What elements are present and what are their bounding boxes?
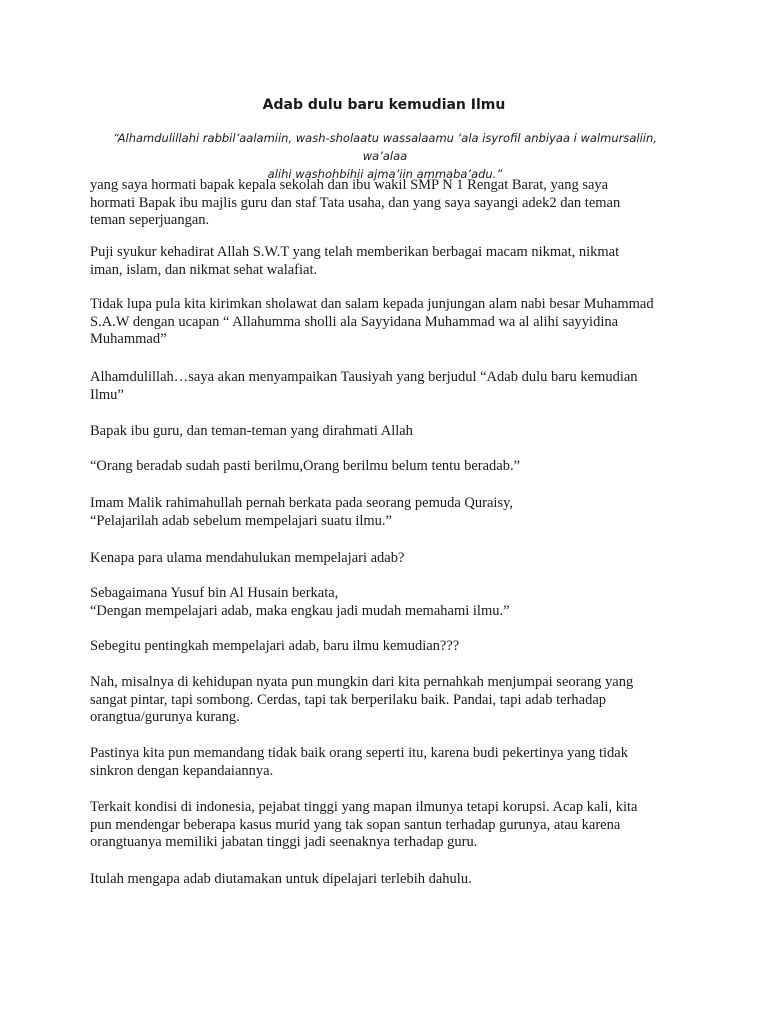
- paragraph-greeting: [90, 177, 680, 230]
- text-line: “Dengan mempelajari adab, maka engkau jadi mudah memahami ilmu.”: [90, 602, 510, 619]
- paragraph-importance: [90, 638, 680, 656]
- text-line: Bapak ibu guru, dan teman-teman yang dirahmati Allah: [90, 423, 413, 439]
- text-line: orangtua/gurunya kurang.: [90, 709, 240, 725]
- paragraph-quote: [90, 458, 680, 476]
- text-line: Puji syukur kehadirat Allah S.W.T yang telah memberikan berbagai macam nikmat, nikmat: [90, 244, 620, 260]
- text-line: Sebagaimana Yusuf bin Al Husain berkata,: [90, 585, 339, 601]
- document-title: Adab dulu baru kemudian Ilmu: [262, 97, 506, 113]
- paragraph-yusuf: [90, 585, 680, 620]
- paragraph-question: [90, 550, 680, 568]
- text-line: Tidak lupa pula kita kirimkan sholawat dan salam kepada junjungan alam nabi besar Muhammad: [90, 296, 654, 312]
- paragraph-perception: [90, 745, 680, 780]
- opening-salam: [95, 129, 675, 183]
- text-line: S.A.W dengan ucapan “ Allahumma sholli ala Sayyidana Muhammad wa al alihi sayyidina: [90, 313, 619, 330]
- paragraph-conclusion: [90, 871, 680, 889]
- salam-line: alihi washohbihii ajma’iin ammaba’adu.”: [267, 167, 503, 181]
- paragraph-introduction: [90, 369, 680, 404]
- text-line: “Orang beradab sudah pasti berilmu,Orang berilmu belum tentu beradab.”: [90, 458, 521, 474]
- text-line: orangtuanya memiliki jabatan tinggi jadi seenaknya terhadap guru.: [90, 834, 478, 850]
- paragraph-indonesia: [90, 799, 680, 852]
- text-line: sinkron dengan kepandaiannya.: [90, 762, 274, 779]
- text-line: Sebegitu pentingkah mempelajari adab, baru ilmu kemudian???: [90, 638, 460, 654]
- text-line: Pastinya kita pun memandang tidak baik orang seperti itu, karena budi pekertinya yang tidak: [90, 745, 628, 761]
- text-line: sangat pintar, tapi sombong. Cerdas, tapi tak berperilaku baik. Pandai, tapi adab terhadap: [90, 691, 607, 708]
- text-line: pun mendengar beberapa kasus murid yang tak sopan santun terhadap gurunya, atau karena: [90, 816, 621, 833]
- paragraph-sholawat: [90, 296, 680, 349]
- text-line: Alhamdulillah…saya akan menyampaikan Tausiyah yang berjudul “Adab dulu baru kemudian: [90, 369, 638, 385]
- text-line: “Pelajarilah adab sebelum mempelajari suatu ilmu.”: [90, 512, 392, 529]
- text-line: hormati Bapak ibu majlis guru dan staf Tata usaha, dan yang saya sayangi adek2 dan teman: [90, 194, 621, 211]
- text-line: Muhammad”: [90, 331, 167, 347]
- salam-line: “Alhamdulillahi rabbil’aalamiin, wash-sholaatu wassalaamu ‘ala isyrofil anbiyaa i walmursaliin, wa’alaa: [113, 131, 657, 163]
- text-line: yang saya hormati bapak kepala sekolah dan ibu wakil SMP N 1 Rengat Barat, yang saya: [90, 177, 609, 193]
- text-line: Kenapa para ulama mendahulukan mempelajari adab?: [90, 550, 405, 566]
- text-line: teman seperjuangan.: [90, 212, 210, 228]
- text-line: Nah, misalnya di kehidupan nyata pun mungkin dari kita pernahkah menjumpai seorang yang: [90, 674, 634, 690]
- paragraph-address: [90, 423, 680, 441]
- text-line: Ilmu”: [90, 386, 124, 403]
- paragraph-example: [90, 674, 680, 727]
- text-line: Terkait kondisi di indonesia, pejabat tinggi yang mapan ilmunya tetapi korupsi. Acap kali, kita: [90, 799, 638, 815]
- paragraph-gratitude: [90, 244, 680, 279]
- text-line: Imam Malik rahimahullah pernah berkata pada seorang pemuda Quraisy,: [90, 495, 514, 511]
- text-line: Itulah mengapa adab diutamakan untuk dipelajari terlebih dahulu.: [90, 871, 472, 887]
- text-line: iman, islam, dan nikmat sehat walafiat.: [90, 261, 318, 278]
- paragraph-imam-malik: [90, 495, 680, 530]
